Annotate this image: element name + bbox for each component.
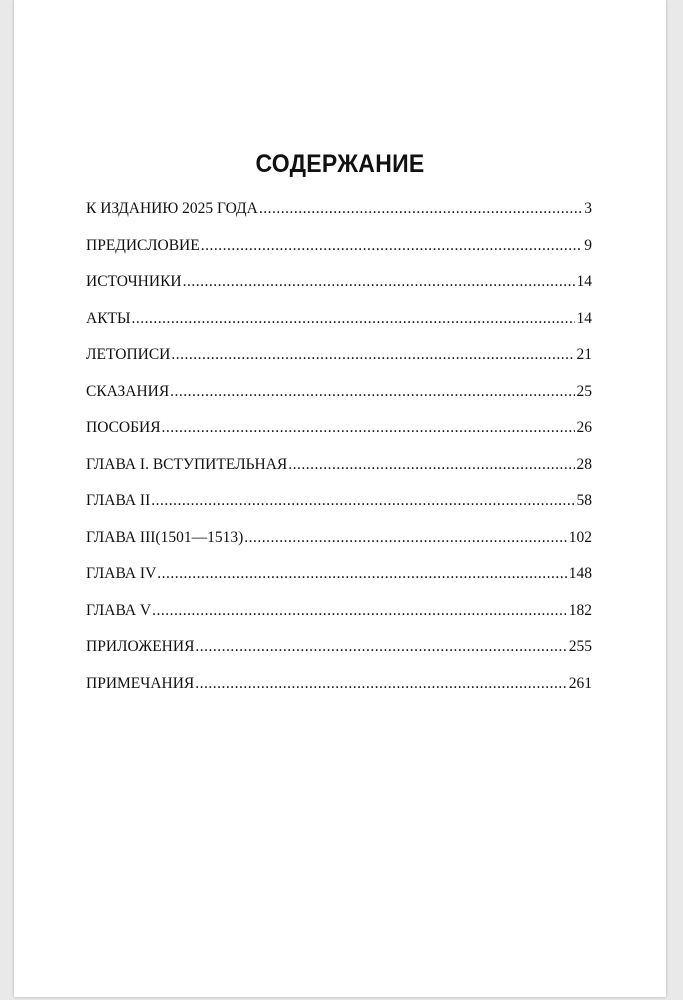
toc-page-number: 25 — [576, 382, 592, 400]
page-title: СОДЕРЖАНИЕ — [255, 150, 425, 178]
toc-dot-leader — [259, 200, 582, 218]
toc-entry-label: ГЛАВА V — [86, 601, 152, 619]
toc-entry — [86, 419, 592, 456]
toc-entry — [86, 675, 592, 712]
toc-entry — [86, 565, 592, 602]
toc-entry-label: ИСТОЧНИКИ — [86, 273, 182, 290]
toc-entry — [86, 492, 592, 529]
toc-entry-label: СКАЗАНИЯ — [86, 382, 170, 400]
toc-entry-label: ПОСОБИЯ — [86, 419, 161, 436]
toc-entry-label: ПРИЛОЖЕНИЯ — [86, 638, 195, 655]
toc-page-number: 14 — [576, 309, 592, 327]
toc-entry — [86, 200, 592, 237]
toc-page-number: 26 — [576, 419, 592, 436]
toc-dot-leader — [195, 638, 566, 656]
toc-entry-label: ГЛАВА IV — [86, 565, 157, 582]
toc-entry-label: ГЛАВА III(1501—1513) — [86, 528, 244, 546]
toc-page-number: 102 — [568, 528, 592, 546]
toc-entry — [86, 602, 592, 639]
toc-entry — [86, 273, 592, 310]
toc-entry-label: К ИЗДАНИЮ 2025 ГОДА — [86, 200, 258, 217]
toc-entry — [86, 346, 592, 383]
toc-dot-leader — [183, 273, 575, 291]
toc-dot-leader — [157, 565, 566, 583]
toc-page-number: 58 — [576, 492, 592, 509]
toc-page-number: 148 — [568, 565, 592, 582]
table-of-contents — [86, 200, 592, 711]
toc-entry — [86, 638, 592, 675]
toc-dot-leader — [162, 419, 575, 437]
toc-entry-label: ПРЕДИСЛОВИЕ — [86, 236, 200, 254]
toc-page-number: 21 — [576, 346, 592, 363]
toc-entry — [86, 456, 592, 493]
toc-page-number: 182 — [568, 601, 592, 619]
toc-entry-label: ПРИМЕЧАНИЯ — [86, 674, 195, 692]
toc-entry-label: ГЛАВА I. ВСТУПИТЕЛЬНАЯ — [86, 455, 288, 473]
toc-page-number: 9 — [584, 236, 592, 254]
toc-entry-label: АКТЫ — [86, 309, 131, 327]
toc-page-number: 261 — [568, 674, 592, 692]
toc-page-number: 28 — [576, 455, 592, 473]
toc-page-number: 14 — [576, 273, 592, 290]
toc-entry — [86, 237, 592, 274]
toc-dot-leader — [132, 310, 575, 328]
toc-dot-leader — [244, 529, 567, 547]
toc-page-number: 3 — [584, 200, 592, 217]
toc-dot-leader — [152, 602, 567, 620]
document-page — [14, 0, 666, 997]
toc-entry — [86, 310, 592, 347]
toc-entry-label: ГЛАВА II — [86, 492, 151, 509]
toc-entry — [86, 529, 592, 566]
toc-dot-leader — [171, 346, 574, 364]
toc-entry-label: ЛЕТОПИСИ — [86, 346, 171, 363]
toc-page-number: 255 — [568, 638, 592, 655]
toc-entry — [86, 383, 592, 420]
toc-dot-leader — [170, 383, 574, 401]
toc-dot-leader — [288, 456, 574, 474]
toc-dot-leader — [195, 675, 566, 693]
toc-dot-leader — [201, 237, 583, 255]
toc-dot-leader — [151, 492, 574, 510]
